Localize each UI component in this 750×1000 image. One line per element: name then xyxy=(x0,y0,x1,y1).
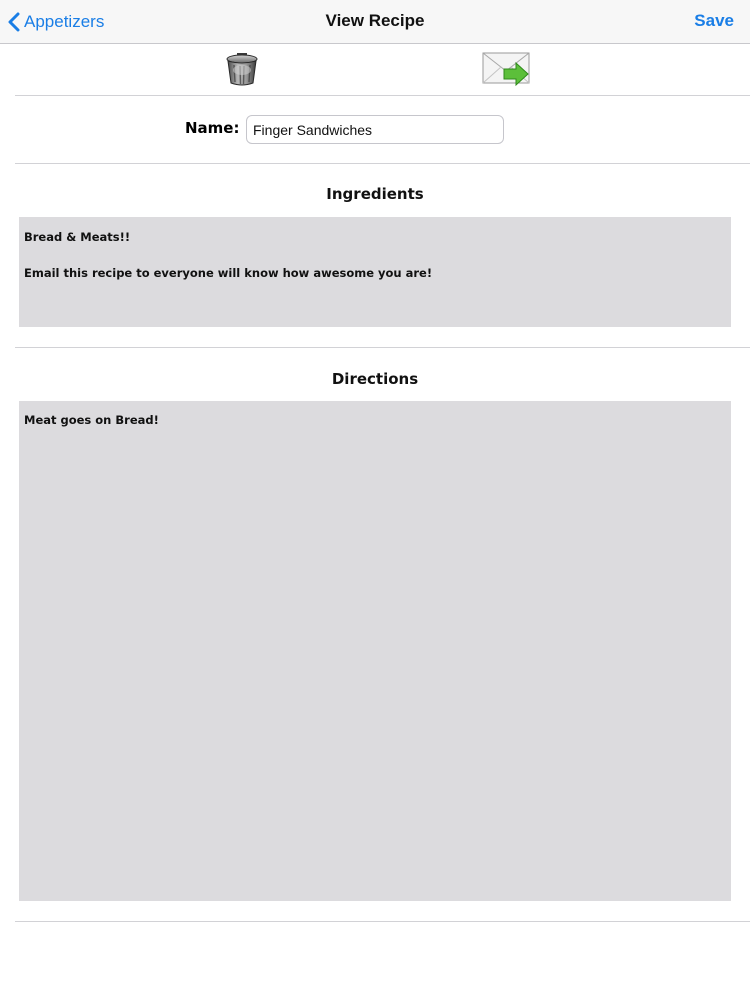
trash-can-icon xyxy=(222,49,262,87)
divider xyxy=(15,921,750,922)
directions-text-area[interactable]: Meat goes on Bread! xyxy=(19,401,731,901)
save-button[interactable]: Save xyxy=(694,11,734,30)
page-title: View Recipe xyxy=(325,11,425,30)
navigation-bar xyxy=(0,0,750,44)
divider xyxy=(15,347,750,348)
name-label: Name: xyxy=(185,119,240,137)
email-send-icon xyxy=(482,51,532,87)
back-button-label: Appetizers xyxy=(24,12,105,31)
delete-recipe-button[interactable] xyxy=(222,49,262,87)
back-button[interactable] xyxy=(8,8,104,36)
email-recipe-button[interactable] xyxy=(482,51,532,87)
recipe-name-input[interactable] xyxy=(246,115,504,144)
ingredients-heading: Ingredients xyxy=(326,185,424,203)
directions-heading: Directions xyxy=(331,370,419,388)
divider xyxy=(15,95,750,96)
ingredients-text-area[interactable]: Bread & Meats!! Email this recipe to everyone will know how awesome you are! xyxy=(19,217,731,327)
divider xyxy=(15,163,750,164)
chevron-left-icon xyxy=(8,12,20,32)
